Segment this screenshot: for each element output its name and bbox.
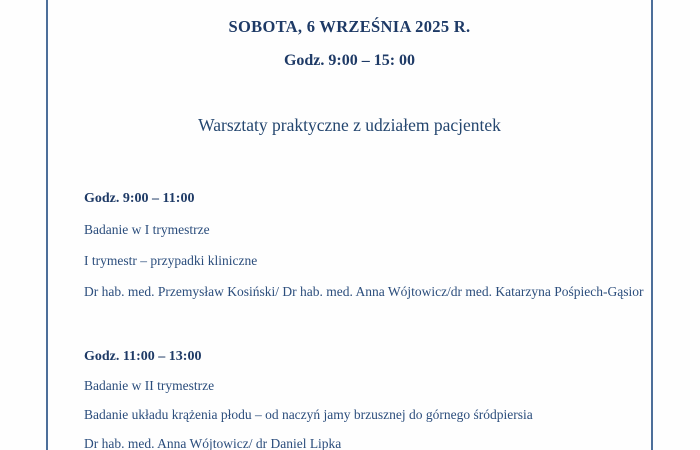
workshop-subtitle: Warsztaty praktyczne z udziałem pacjentek bbox=[198, 115, 501, 135]
session-topic: Badanie w II trymestrze bbox=[84, 378, 215, 393]
hours-heading: Godz. 9:00 – 15: 00 bbox=[283, 52, 416, 69]
session-block-morning bbox=[84, 188, 654, 312]
session-topic: I trymestr – przypadki kliniczne bbox=[84, 253, 258, 268]
date-heading: SOBOTA, 6 WRZEŚNIA 2025 R. bbox=[228, 17, 471, 36]
session-time: Godz. 9:00 – 11:00 bbox=[84, 191, 195, 206]
session-speakers: Dr hab. med. Anna Wójtowicz/ dr Daniel Lipka bbox=[84, 436, 342, 450]
session-block-midday bbox=[84, 346, 654, 450]
session-topic: Badanie w I trymestrze bbox=[84, 222, 210, 237]
session-time: Godz. 11:00 – 13:00 bbox=[84, 349, 202, 364]
session-topic: Badanie układu krążenia płodu – od naczyń jamy brzusznej do górnego śródpiersia bbox=[84, 407, 533, 422]
session-speakers: Dr hab. med. Przemysław Kosiński/ Dr hab. med. Anna Wójtowicz/dr med. Katarzyna Pośpiech-Gąsior bbox=[84, 284, 644, 299]
